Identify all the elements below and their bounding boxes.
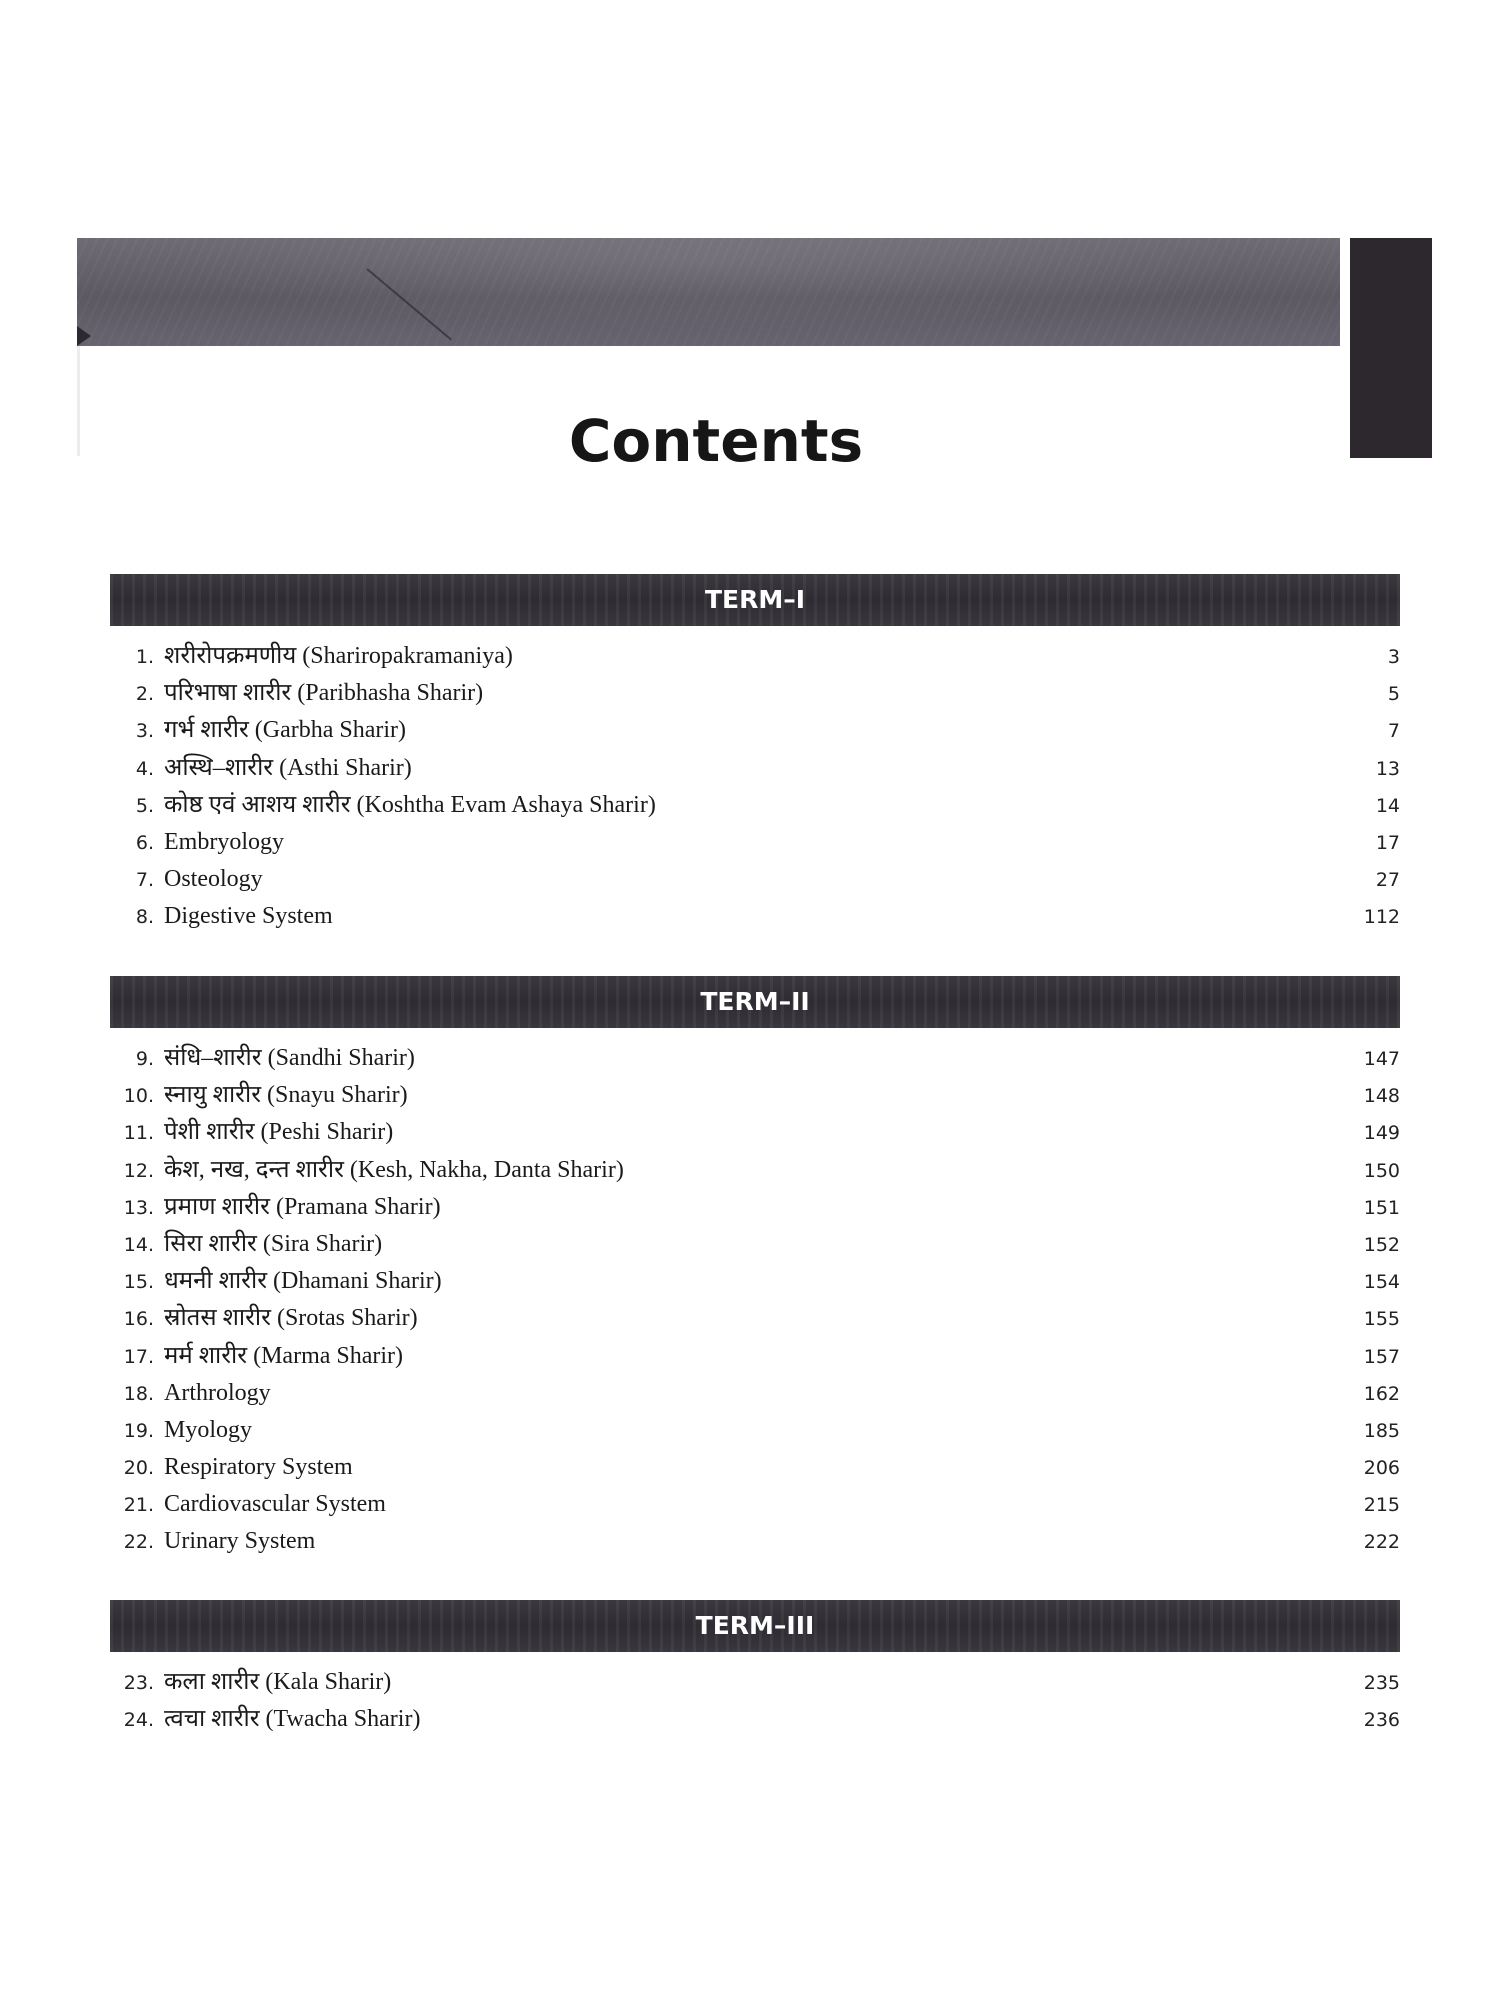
contents-entry[interactable] [110,898,1400,935]
entry-number: 11. [123,1122,154,1145]
entry-title: शरीरोपक्रमणीय (Sharіropakramaniya) [164,643,513,669]
entry-page-number: 150 [1363,1159,1400,1182]
contents-entry[interactable] [110,1449,1400,1486]
entry-number: 9. [135,1048,154,1070]
contents-entry[interactable] [110,1664,1400,1701]
entry-title: स्नायु शारीर (Snayu Sharir) [164,1082,408,1109]
entry-title: त्वचा शारीर (Twacha Sharir) [164,1706,421,1733]
entry-number: 8. [135,906,154,929]
term-heading: TERM–II [110,976,1400,1028]
entry-list [110,1664,1400,1738]
entry-number: 5. [135,794,154,817]
entry-page-number: 185 [1363,1419,1400,1442]
contents-entry[interactable] [110,1189,1400,1226]
entry-page-number: 3 [1387,646,1400,668]
entry-page-number: 148 [1363,1085,1400,1108]
entry-title: गर्भ शारीर (Garbha Sharir) [164,717,407,744]
entry-number: 19. [123,1419,154,1442]
entry-title: पेशी शारीर (Peshi Sharir) [164,1119,394,1146]
term-section [110,976,1400,1561]
entry-title: कला शारीर (Kala Sharir) [164,1669,392,1695]
contents-entry[interactable] [110,861,1400,898]
contents-entry[interactable] [110,1263,1400,1300]
entry-number: 15. [123,1271,154,1294]
entry-page-number: 149 [1363,1122,1400,1145]
entry-title: प्रमाण शारीर (Pramana Sharir) [164,1193,441,1220]
entry-title: Respiratory System [164,1454,353,1481]
term-section [110,1600,1400,1738]
contents-entry[interactable] [110,1300,1400,1337]
entry-title: Digestive System [164,903,333,930]
entry-number: 10. [123,1085,154,1108]
entry-title: अस्थि–शारीर (Asthi Sharir) [164,754,412,781]
contents-entry[interactable] [110,638,1400,675]
entry-title: संधि–शारीर (Sandhi Sharir) [164,1045,415,1071]
entry-page-number: 112 [1363,906,1400,929]
entry-page-number: 5 [1387,683,1400,706]
entry-title: परिभाषा शारीर (Paribhasha Sharir) [164,680,484,707]
entry-number: 3. [135,720,154,743]
entry-page-number: 236 [1363,1709,1400,1732]
entry-title: धमनी शारीर (Dhamani Sharir) [164,1268,442,1295]
entry-number: 2. [135,683,154,706]
entry-page-number: 13 [1375,757,1400,780]
entry-page-number: 14 [1375,794,1400,817]
corner-mark [77,326,91,346]
contents-entry[interactable] [110,750,1400,787]
entry-page-number: 222 [1363,1531,1400,1554]
page-title: Contents [568,406,864,475]
entry-list [110,1040,1400,1561]
contents-entry[interactable] [110,1114,1400,1151]
entry-number: 24. [123,1709,154,1732]
contents-entry[interactable] [110,1040,1400,1077]
entry-title: Urinary System [164,1528,316,1555]
entry-page-number: 154 [1363,1271,1400,1294]
contents-entry[interactable] [110,1375,1400,1412]
entry-number: 22. [123,1531,154,1554]
entry-page-number: 17 [1375,831,1400,854]
term-heading: TERM–I [110,574,1400,626]
entry-title: Osteology [164,866,263,893]
entry-number: 17. [123,1345,154,1368]
entry-title: सिरा शारीर (Sira Sharir) [164,1230,383,1257]
entry-page-number: 215 [1363,1494,1400,1517]
entry-number: 20. [123,1457,154,1480]
entry-page-number: 151 [1363,1196,1400,1219]
entry-page-number: 206 [1363,1457,1400,1480]
contents-entry[interactable] [110,1226,1400,1263]
contents-entry[interactable] [110,1152,1400,1189]
entry-title: स्रोतस शारीर (Srotas Sharir) [164,1305,418,1332]
contents-entry[interactable] [110,1701,1400,1738]
entry-page-number: 7 [1387,720,1400,743]
entry-number: 6. [135,831,154,854]
entry-number: 7. [135,869,154,892]
entry-title: Cardiovascular System [164,1491,386,1518]
entry-title: Embryology [164,828,284,855]
entry-number: 12. [123,1159,154,1182]
contents-entry[interactable] [110,675,1400,712]
entry-page-number: 27 [1375,869,1400,892]
contents-entry[interactable] [110,824,1400,861]
contents-entry[interactable] [110,1077,1400,1114]
entry-title: Myology [164,1416,253,1443]
term-section [110,574,1400,936]
entry-number: 13. [123,1196,154,1219]
header-texture [77,238,1340,346]
header-photo-band [77,238,1340,346]
entry-title: मर्म शारीर (Marma Sharir) [164,1342,404,1369]
entry-number: 18. [123,1382,154,1405]
entry-number: 16. [123,1308,154,1331]
entry-page-number: 157 [1363,1345,1400,1368]
contents-entry[interactable] [110,1523,1400,1560]
entry-title: Arthrology [164,1379,271,1406]
contents-entry[interactable] [110,712,1400,749]
entry-number: 21. [123,1494,154,1517]
entry-number: 1. [135,646,154,668]
term-heading: TERM–III [110,1600,1400,1652]
entry-number: 23. [123,1672,154,1694]
entry-page-number: 147 [1363,1048,1400,1070]
contents-entry[interactable] [110,1412,1400,1449]
entry-page-number: 152 [1363,1233,1400,1256]
entry-page-number: 235 [1363,1672,1400,1694]
entry-page-number: 162 [1363,1382,1400,1405]
entry-page-number: 155 [1363,1308,1400,1331]
contents-entry[interactable] [110,1486,1400,1523]
entry-list [110,638,1400,936]
entry-number: 4. [135,757,154,780]
contents-entry[interactable] [110,787,1400,824]
entry-title: कोष्ठ एवं आशय शारीर (Koshtha Evam Ashaya Sharir) [164,791,656,818]
entry-title: केश, नख, दन्त शारीर (Kesh, Nakha, Danta Sharir) [164,1156,624,1183]
contents-entry[interactable] [110,1338,1400,1375]
entry-number: 14. [123,1233,154,1256]
